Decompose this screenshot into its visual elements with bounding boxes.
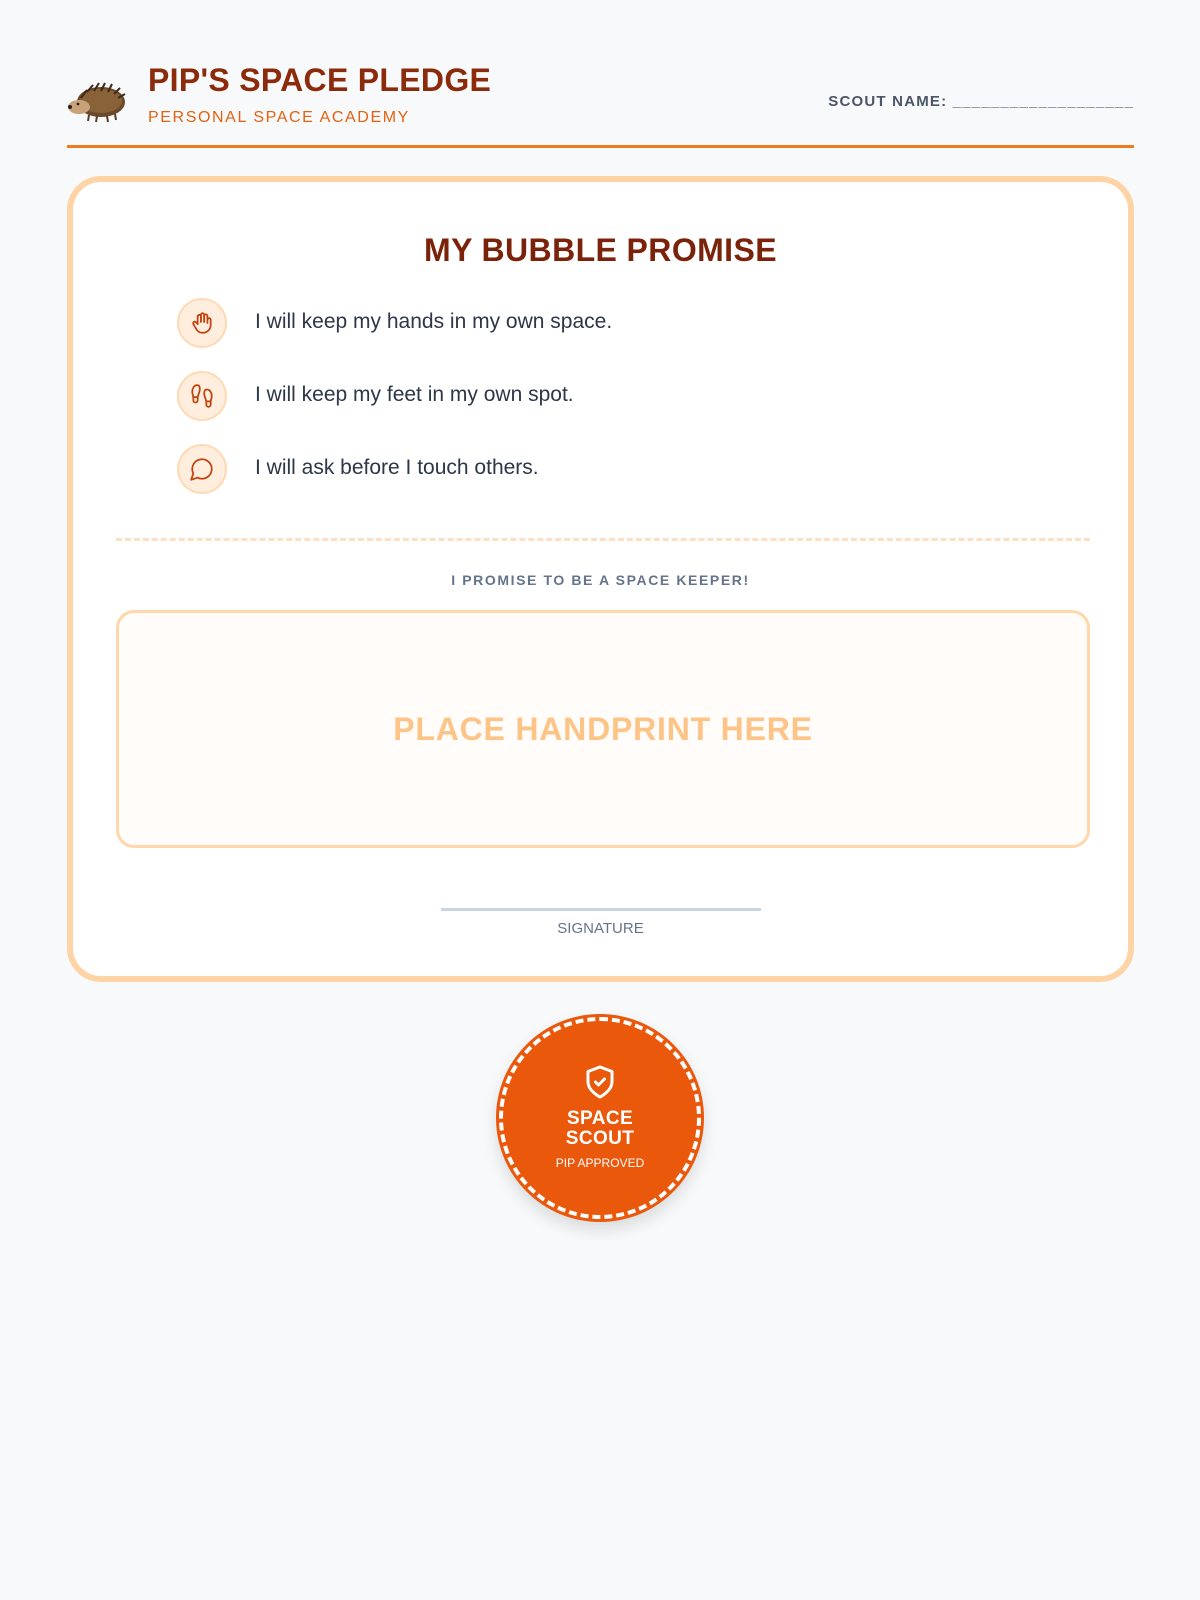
page-title: PIP'S SPACE PLEDGE <box>148 62 492 98</box>
card-title: MY BUBBLE PROMISE <box>424 232 777 268</box>
promise-item <box>177 444 877 498</box>
dashed-divider <box>116 538 1090 541</box>
signature-line[interactable] <box>441 908 761 911</box>
footprints-icon <box>177 371 227 421</box>
scout-name-field[interactable]: SCOUT NAME: ___________________ <box>828 93 1134 110</box>
page-header <box>67 56 1134 148</box>
handprint-box[interactable] <box>116 610 1090 848</box>
pledge-card <box>67 176 1134 982</box>
signature-label: SIGNATURE <box>557 920 644 937</box>
badge-line-2: SCOUT <box>565 1128 635 1149</box>
handprint-label: PLACE HANDPRINT HERE <box>393 710 813 747</box>
page-subtitle: PERSONAL SPACE ACADEMY <box>148 109 410 126</box>
speech-bubble-icon <box>177 444 227 494</box>
promise-item <box>177 371 877 425</box>
badge-line-3: PIP APPROVED <box>555 1156 645 1170</box>
shield-check-icon <box>582 1062 618 1102</box>
space-scout-badge <box>496 1014 704 1222</box>
promise-text: I will keep my hands in my own space. <box>255 310 613 333</box>
pledge-statement: I PROMISE TO BE A SPACE KEEPER! <box>451 572 750 588</box>
hand-icon <box>177 298 227 348</box>
hedgehog-icon <box>67 80 129 124</box>
promise-item <box>177 298 877 352</box>
promise-text: I will ask before I touch others. <box>255 456 539 479</box>
badge-line-1: SPACE <box>566 1108 634 1129</box>
promise-text: I will keep my feet in my own spot. <box>255 383 574 406</box>
